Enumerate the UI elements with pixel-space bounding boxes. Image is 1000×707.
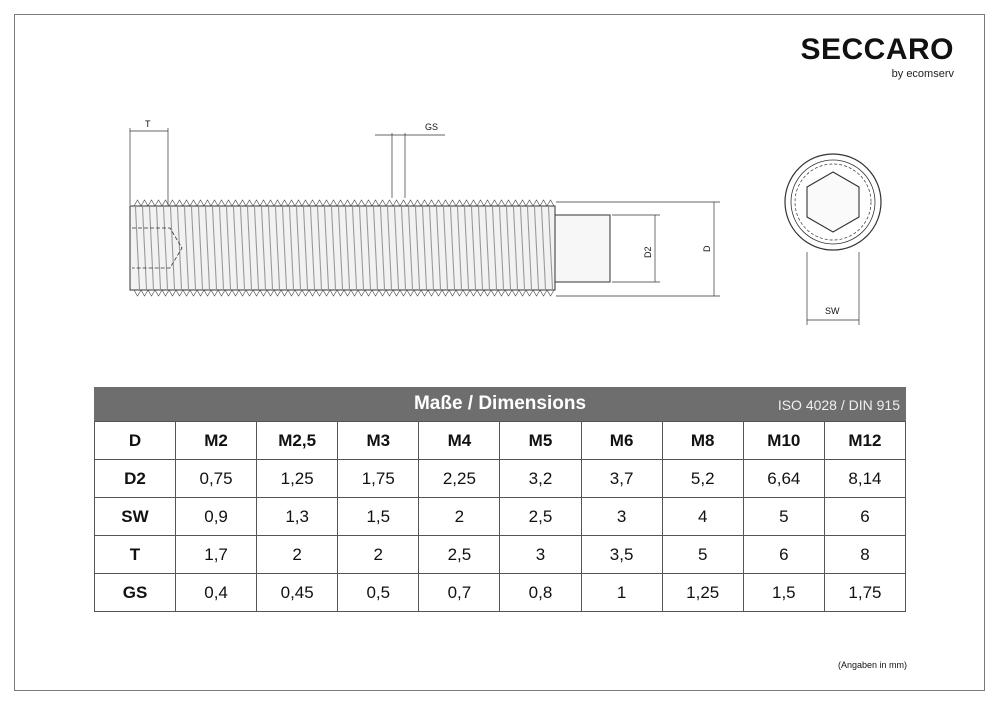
brand-subtitle: by ecomserv [891,68,954,80]
dimensions-table [94,387,906,612]
value-cell: 8 [824,536,905,574]
brand-name: SECCARO [800,33,954,66]
table-row [95,574,906,612]
value-cell: 3 [581,498,662,536]
value-cell: 0,5 [338,574,419,612]
table-norm: ISO 4028 / DIN 915 [777,397,900,413]
dim-label-d: D [702,245,712,252]
size-header-cell: M2,5 [257,422,338,460]
value-cell: 0,4 [176,574,257,612]
value-cell: 5 [662,536,743,574]
dimensions-grid [94,421,906,612]
value-cell: 1,5 [338,498,419,536]
row-label: SW [95,498,176,536]
value-cell: 6 [743,536,824,574]
value-cell: 6,64 [743,460,824,498]
table-header-bar [94,387,906,421]
size-header-cell: M3 [338,422,419,460]
table-title: Maße / Dimensions [413,393,587,414]
table-row [95,460,906,498]
value-cell: 1,3 [257,498,338,536]
value-cell: 6 [824,498,905,536]
pin-end [555,215,610,282]
footnote: (Angaben in mm) [837,660,907,670]
value-cell: 4 [662,498,743,536]
value-cell: 1,75 [338,460,419,498]
value-cell: 0,9 [176,498,257,536]
value-cell: 1,7 [176,536,257,574]
size-header-cell: M10 [743,422,824,460]
value-cell: 2 [338,536,419,574]
row-label: D2 [95,460,176,498]
size-header-cell: M8 [662,422,743,460]
value-cell: 0,8 [500,574,581,612]
size-header-cell: M4 [419,422,500,460]
screw-side-view [130,119,720,296]
dim-label-gs: GS [425,122,439,132]
value-cell: 2,5 [500,498,581,536]
table-row [95,498,906,536]
value-cell: 5,2 [662,460,743,498]
size-header-cell: M6 [581,422,662,460]
value-cell: 2 [257,536,338,574]
table-row [95,536,906,574]
value-cell: 0,45 [257,574,338,612]
screw-end-view [785,154,881,325]
value-cell: 2 [419,498,500,536]
value-cell: 3 [500,536,581,574]
value-cell: 0,75 [176,460,257,498]
hex-socket [807,172,859,232]
row-label: GS [95,574,176,612]
dim-label-t: T [145,119,151,129]
size-header-cell: M2 [176,422,257,460]
value-cell: 1,5 [743,574,824,612]
value-cell: 3,2 [500,460,581,498]
size-header-cell: M12 [824,422,905,460]
value-cell: 2,5 [419,536,500,574]
size-header-cell: M5 [500,422,581,460]
value-cell: 1,25 [662,574,743,612]
value-cell: 5 [743,498,824,536]
value-cell: 2,25 [419,460,500,498]
value-cell: 1,25 [257,460,338,498]
value-cell: 0,7 [419,574,500,612]
dim-label-d2: D2 [643,246,653,258]
value-cell: 1,75 [824,574,905,612]
table-header-row [95,422,906,460]
value-cell: 1 [581,574,662,612]
row-label: T [95,536,176,574]
dim-label-sw: SW [825,306,840,316]
value-cell: 8,14 [824,460,905,498]
value-cell: 3,5 [581,536,662,574]
value-cell: 3,7 [581,460,662,498]
row-label: D [95,422,176,460]
